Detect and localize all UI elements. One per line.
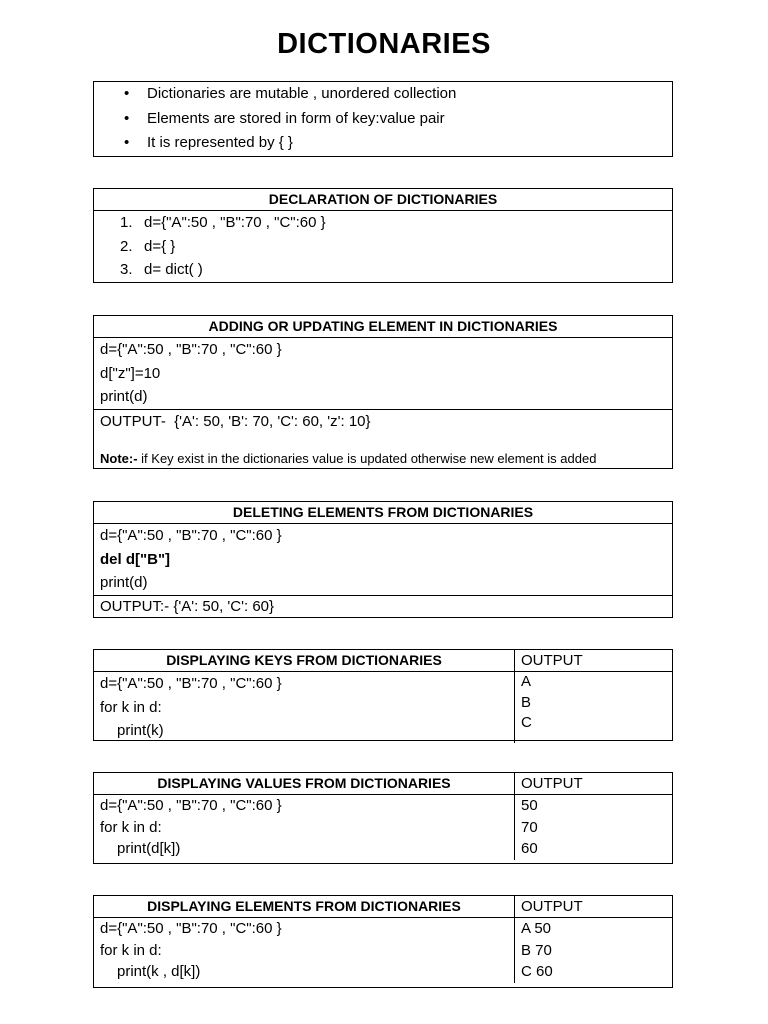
intro-bullet: • Dictionaries are mutable , unordered collection xyxy=(94,82,672,107)
deleting-heading: DELETING ELEMENTS FROM DICTIONARIES xyxy=(94,502,672,524)
deleting-box xyxy=(93,501,673,618)
declaration-item xyxy=(94,235,672,259)
code-line: print(d) xyxy=(100,388,148,405)
code-line: print(d) xyxy=(100,574,148,591)
output-line: C xyxy=(521,714,532,731)
output-line: A xyxy=(521,673,532,690)
code-line: del d["B"] xyxy=(100,550,171,568)
declaration-heading: DECLARATION OF DICTIONARIES xyxy=(94,189,672,211)
deleting-output: OUTPUT:- {'A': 50, 'C': 60} xyxy=(100,597,275,615)
elements-heading: DISPLAYING ELEMENTS FROM DICTIONARIES xyxy=(94,896,514,918)
keys-box xyxy=(93,649,673,741)
output-line: C 60 xyxy=(521,963,553,980)
elements-output-heading: OUTPUT xyxy=(515,896,672,918)
intro-bullet: • It is represented by { } xyxy=(94,131,672,156)
output-line: B 70 xyxy=(521,941,552,959)
keys-heading: DISPLAYING KEYS FROM DICTIONARIES xyxy=(94,650,514,672)
intro-bullet-list xyxy=(94,82,672,156)
intro-box xyxy=(93,81,673,157)
declaration-item xyxy=(94,258,672,282)
code-line: print(k) xyxy=(117,722,164,739)
values-box xyxy=(93,772,673,864)
item-text: d={"A":50 , "B":70 , "C":60 } xyxy=(144,214,326,231)
item-number: 3. xyxy=(120,261,133,278)
output-line: 50 xyxy=(521,797,538,814)
code-line: d={"A":50 , "B":70 , "C":60 } xyxy=(100,527,282,544)
code-line: d={"A":50 , "B":70 , "C":60 } xyxy=(100,675,282,692)
code-line: d["z"]=10 xyxy=(100,364,161,382)
values-heading: DISPLAYING VALUES FROM DICTIONARIES xyxy=(94,773,514,795)
code-line: for k in d: xyxy=(100,818,162,836)
note-text: if Key exist in the dictionaries value is updated otherwise new element is added xyxy=(137,451,597,466)
declaration-item xyxy=(94,211,672,235)
code-line: print(k , d[k]) xyxy=(117,963,201,980)
code-line: d={"A":50 , "B":70 , "C":60 } xyxy=(100,920,282,937)
item-text: d= dict( ) xyxy=(144,261,203,278)
code-line: d={"A":50 , "B":70 , "C":60 } xyxy=(100,341,282,358)
values-output-heading: OUTPUT xyxy=(515,773,672,795)
intro-bullet: • Elements are stored in form of key:value pair xyxy=(94,107,672,132)
adding-box xyxy=(93,315,673,469)
item-number: 2. xyxy=(120,237,133,255)
output-line: 60 xyxy=(521,840,538,857)
item-text: d={ } xyxy=(144,237,176,255)
code-line: d={"A":50 , "B":70 , "C":60 } xyxy=(100,797,282,814)
page-title: DICTIONARIES xyxy=(277,28,491,60)
output-line: 70 xyxy=(521,818,538,836)
code-line: for k in d: xyxy=(100,941,162,959)
adding-note xyxy=(94,449,672,469)
output-line: B xyxy=(521,693,532,711)
output-line: A 50 xyxy=(521,920,552,937)
item-number: 1. xyxy=(120,214,133,231)
code-line: print(d[k]) xyxy=(117,840,181,857)
code-line: for k in d: xyxy=(100,698,162,716)
adding-heading: ADDING OR UPDATING ELEMENT IN DICTIONARIES xyxy=(94,316,672,338)
declaration-list xyxy=(94,211,672,282)
elements-box xyxy=(93,895,673,988)
adding-output: OUTPUT- {'A': 50, 'B': 70, 'C': 60, 'z': 10} xyxy=(100,412,371,430)
keys-output-heading: OUTPUT xyxy=(515,650,672,672)
note-label: Note:- xyxy=(100,451,138,466)
declaration-box xyxy=(93,188,673,283)
